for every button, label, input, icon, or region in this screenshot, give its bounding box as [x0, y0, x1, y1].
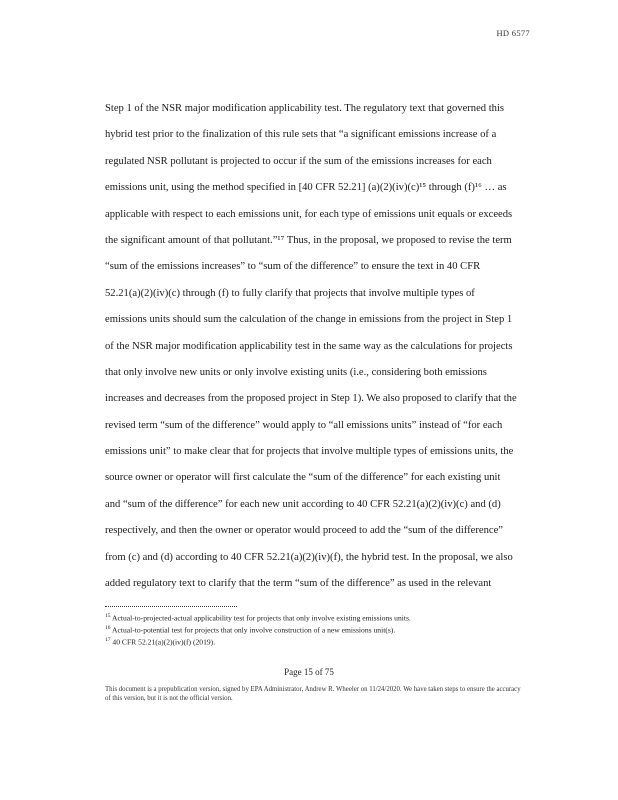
body-line: emissions units should sum the calculation of the change in emissions from the project in Step 1	[105, 314, 513, 326]
body-line: of the NSR major modification applicability test in the same way as the calculations for projects	[105, 340, 513, 352]
document-id: HD 6577	[496, 28, 530, 38]
body-line: and “sum of the difference” for each new unit according to 40 CFR 52.21(a)(2)(iv)(c) and (d)	[105, 498, 501, 510]
footnote	[105, 624, 525, 635]
body-line: increases and decreases from the proposed project in Step 1). We also proposed to clarify that the	[105, 393, 517, 405]
footnote	[105, 612, 525, 623]
footnote-text: Actual-to-potential test for projects that only involve construction of a new emissions unit(s).	[111, 625, 396, 635]
body-paragraph	[105, 96, 525, 597]
body-line: source owner or operator will first calculate the “sum of the difference” for each existing unit	[105, 472, 501, 484]
prepublication-disclaimer: This document is a prepublication version, signed by EPA Administrator, Andrew R. Wheeler on 11/24/2020. We have taken steps to ensure the accuracy of this version, but it is not the official version.	[105, 686, 521, 702]
body-line: the significant amount of that pollutant.”¹⁷ Thus, in the proposal, we proposed to revise the term	[105, 234, 512, 246]
footnote-text: 40 CFR 52.21(a)(2)(iv)(f) (2019).	[112, 637, 216, 647]
footnote-text: Actual-to-projected-actual applicability test for projects that only involve existing emissions units.	[111, 613, 411, 623]
body-line: from (c) and (d) according to 40 CFR 52.21(a)(2)(iv)(f), the hybrid test. In the proposal, we also	[105, 551, 513, 563]
body-line: revised term “sum of the difference” would apply to “all emissions units” instead of “for each	[105, 419, 503, 431]
footnote-marker: 17	[105, 637, 111, 644]
body-line: added regulatory text to clarify that the term “sum of the difference” as used in the relevant	[105, 578, 492, 590]
body-line: that only involve new units or only involve existing units (i.e., considering both emissions	[105, 366, 487, 378]
body-line: “sum of the emissions increases” to “sum of the difference” to ensure the text in 40 CFR	[105, 261, 481, 273]
body-line: Step 1 of the NSR major modification applicability test. The regulatory text that governed this	[105, 103, 505, 114]
body-line: applicable with respect to each emissions unit, for each type of emissions unit equals or exceeds	[105, 208, 513, 220]
body-line: emissions unit, using the method specified in [40 CFR 52.21] (a)(2)(iv)(c)¹⁵ through (f)¹⁶ … as	[105, 182, 507, 194]
footnotes	[105, 612, 525, 648]
footnote	[105, 636, 525, 647]
footnote-marker: 15	[105, 613, 111, 619]
body-line: hybrid test prior to the finalization of this rule sets that “a significant emissions increase of a	[105, 129, 497, 141]
footnote-separator	[105, 606, 237, 607]
body-line: respectively, and then the owner or operator would proceed to add the “sum of the difference”	[105, 525, 503, 537]
body-line: 52.21(a)(2)(iv)(c) through (f) to fully clarify that projects that involve multiple types of	[105, 287, 475, 299]
footnote-marker: 16	[105, 625, 111, 632]
body-line: regulated NSR pollutant is projected to occur if the sum of the emissions increases for each	[105, 155, 492, 167]
page-number: Page 15 of 75	[284, 667, 334, 677]
body-line: emissions unit” to make clear that for projects that involve multiple types of emissions units, the	[105, 446, 514, 458]
